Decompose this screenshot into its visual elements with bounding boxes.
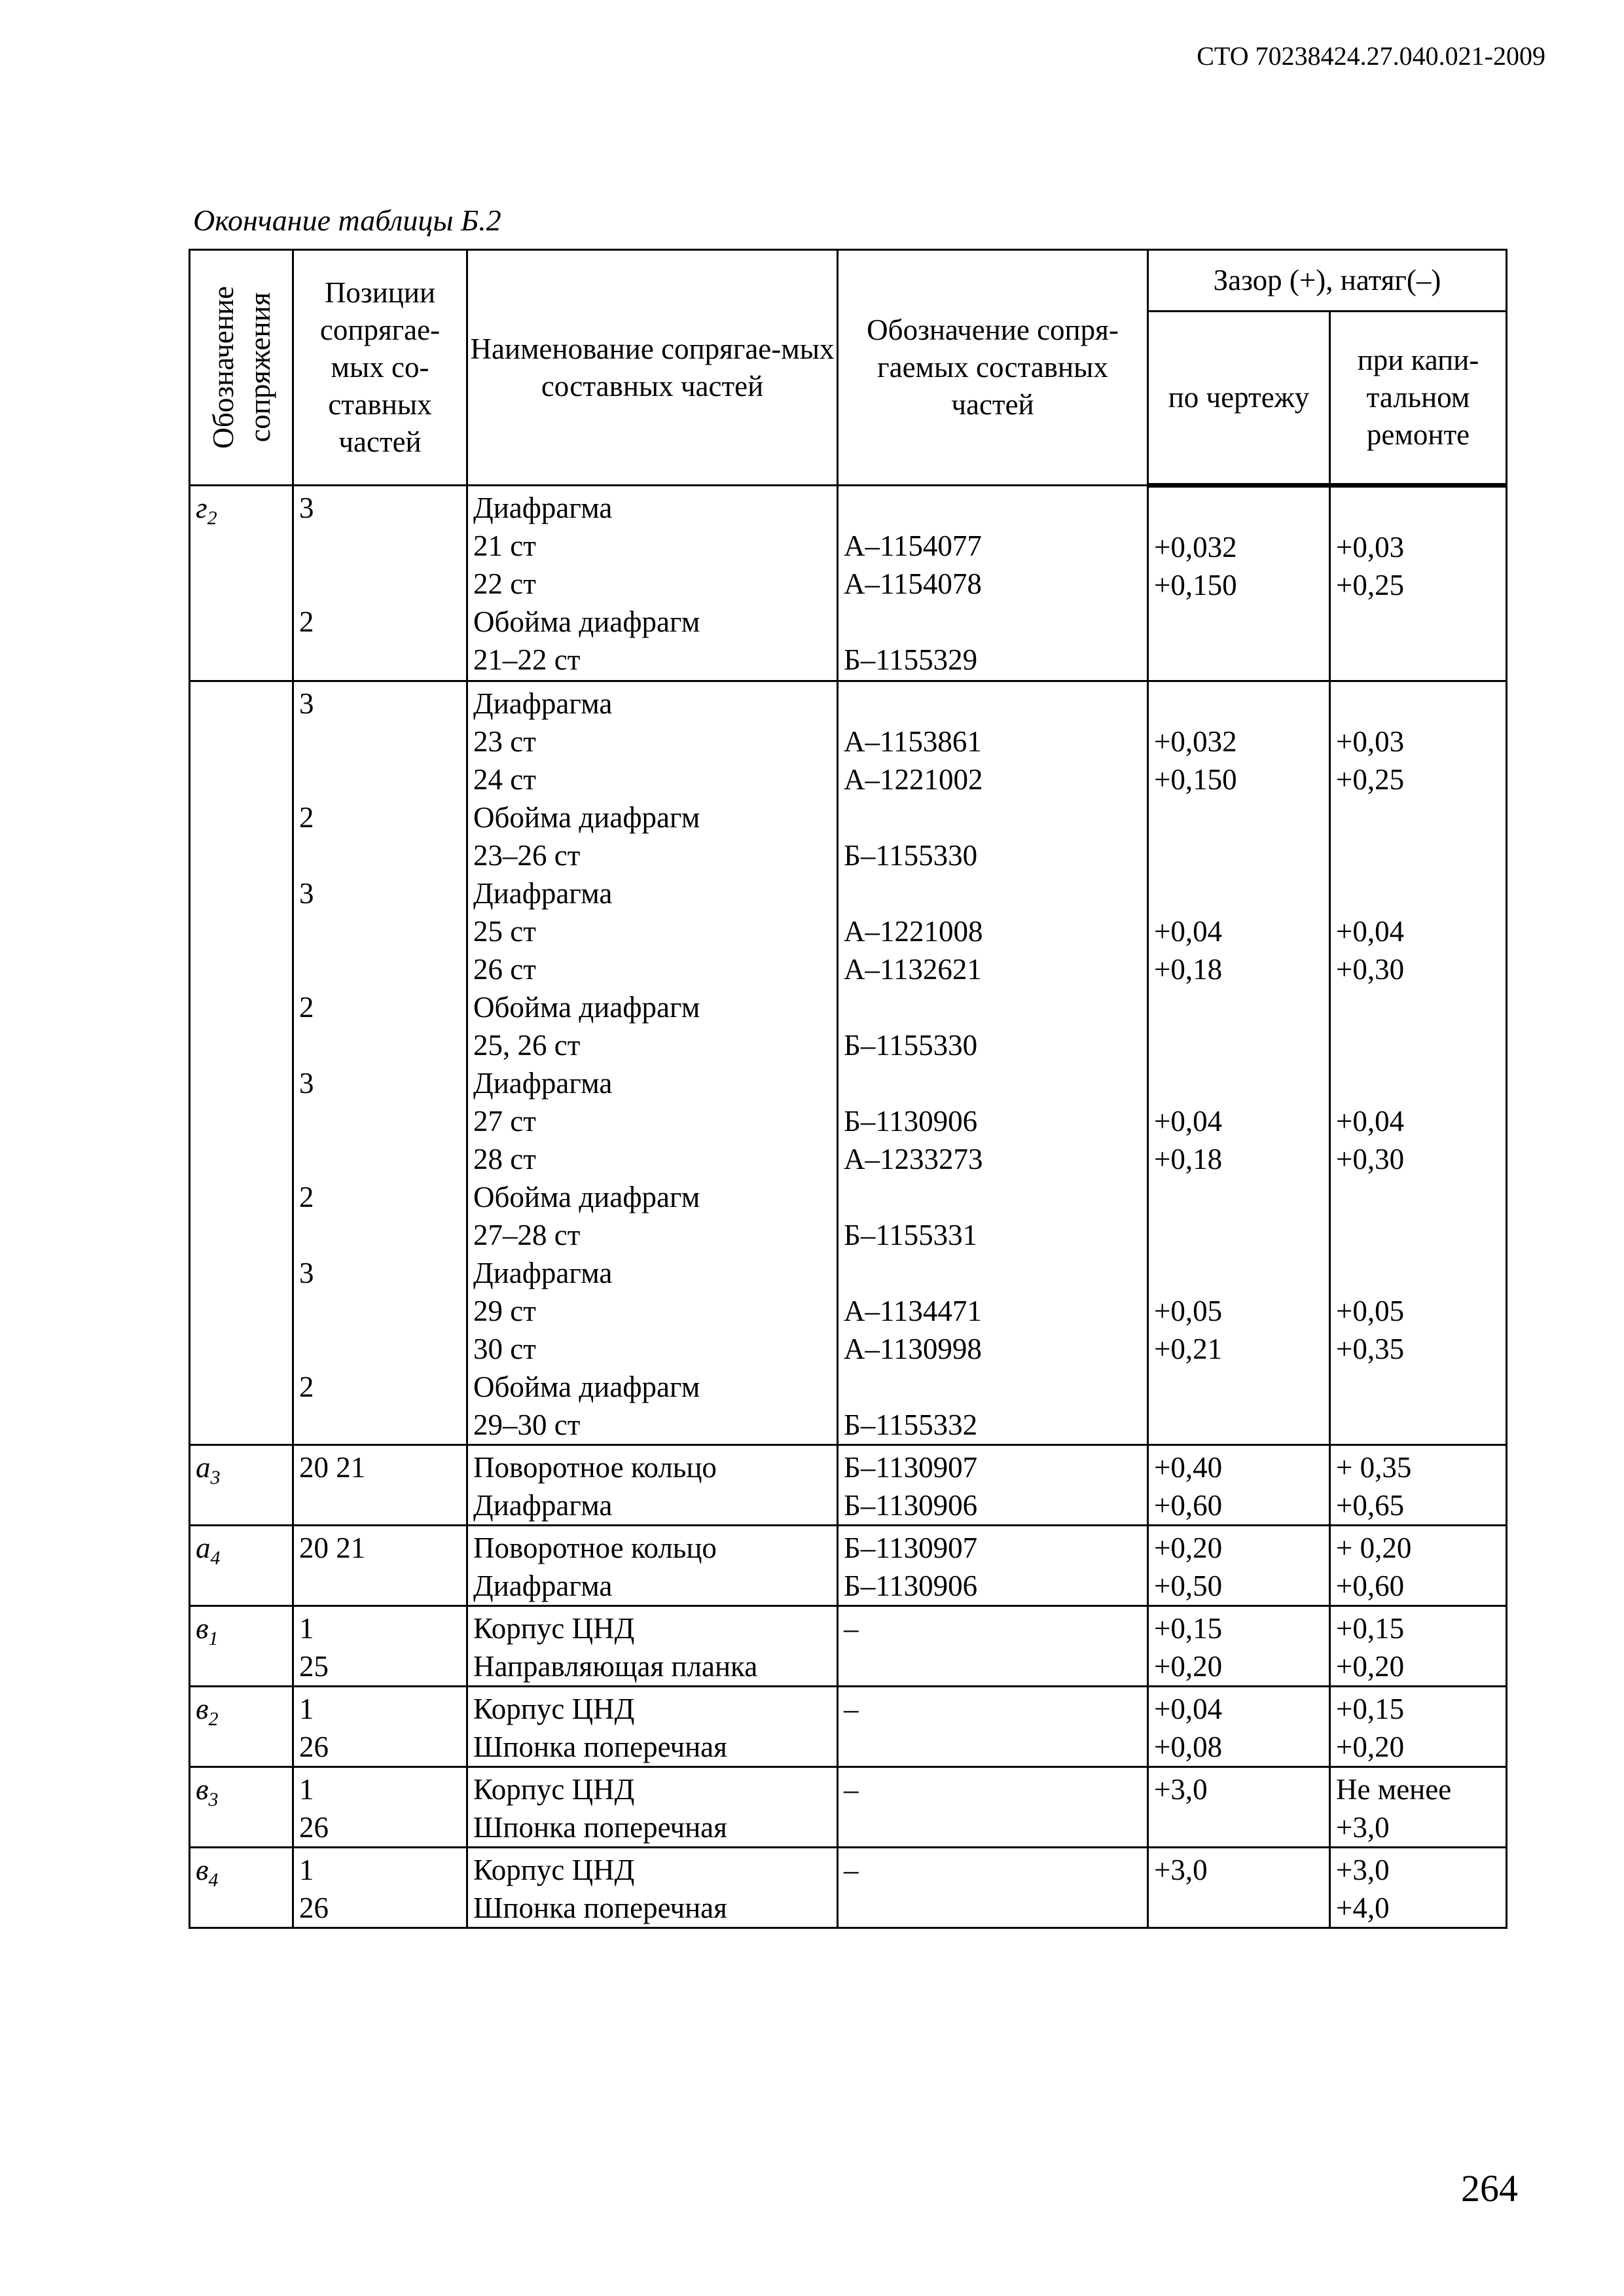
cell-positions-line: 2	[299, 1181, 314, 1213]
cell-name	[467, 486, 838, 681]
cell-designation-line: –	[844, 1773, 859, 1806]
cell-positions	[293, 681, 467, 1445]
header-at-overhaul: при капи-тальном ремонте	[1330, 312, 1507, 486]
header-designation: Обозначение сопря-гаемых составных частей	[838, 250, 1148, 486]
cell-positions-line: 26	[299, 1731, 329, 1763]
cell-designation-line: Б–1130907	[844, 1532, 978, 1564]
cell-positions-line: 2	[299, 801, 314, 834]
cell-by-drawing-line	[1154, 798, 1325, 836]
cell-designation-line: А–1154078	[844, 567, 982, 600]
code-subscript: 1	[208, 1628, 219, 1649]
cell-by-drawing-line: +0,18	[1154, 953, 1223, 986]
cell-at-overhaul	[1330, 1848, 1507, 1928]
cell-designation	[838, 1848, 1148, 1928]
cell-designation-line	[844, 988, 1143, 1026]
cell-positions-line: 26	[299, 1892, 329, 1924]
table-row	[190, 1526, 1507, 1606]
cell-positions-line: 3	[299, 1067, 314, 1100]
cell-by-drawing-line	[1154, 1406, 1325, 1444]
cell-positions-line: 20 21	[299, 1451, 366, 1484]
cell-by-drawing-line	[1154, 490, 1325, 528]
cell-name	[467, 1526, 838, 1606]
cell-by-drawing-line	[1154, 1368, 1325, 1406]
cell-at-overhaul-line: +0,15	[1336, 1612, 1405, 1645]
cell-name-line: Поворотное кольцо	[473, 1451, 717, 1484]
cell-positions-line	[299, 565, 462, 603]
cell-positions-line	[299, 1330, 462, 1368]
cell-by-drawing	[1148, 681, 1330, 1445]
cell-positions-line	[299, 1140, 462, 1178]
cell-positions	[293, 1767, 467, 1848]
spec-table	[189, 249, 1507, 1929]
cell-name-line: Обойма диафрагм	[473, 801, 700, 834]
cell-name-line: Обойма диафрагм	[473, 1181, 700, 1213]
cell-at-overhaul-line: +0,25	[1336, 763, 1405, 796]
cell-designation-line: –	[844, 1854, 859, 1886]
cell-by-drawing-line	[1154, 1808, 1325, 1846]
cell-by-drawing	[1148, 486, 1330, 681]
cell-positions-line	[299, 1102, 462, 1140]
cell-designation-line: Б–1155332	[844, 1408, 978, 1441]
cell-positions-line	[299, 950, 462, 988]
cell-designation-line: Б–1130907	[844, 1451, 978, 1484]
cell-at-overhaul-line: +0,15	[1336, 1693, 1405, 1725]
cell-at-overhaul-line: +0,03	[1336, 531, 1405, 564]
cell-name-line: Обойма диафрагм	[473, 991, 700, 1024]
cell-positions-line	[299, 761, 462, 798]
cell-by-drawing-line: +0,032	[1154, 531, 1237, 564]
cell-designation	[838, 1445, 1148, 1526]
cell-at-overhaul	[1330, 1445, 1507, 1526]
cell-positions-line	[299, 1026, 462, 1064]
cell-designation-line: Б–1130906	[844, 1489, 978, 1522]
cell-at-overhaul-line	[1336, 1406, 1502, 1444]
header-name: Наименование сопрягае-мых составных частей	[467, 250, 838, 486]
table-row	[190, 1687, 1507, 1767]
cell-by-drawing	[1148, 1687, 1330, 1767]
cell-by-drawing	[1148, 1606, 1330, 1687]
cell-at-overhaul	[1330, 1687, 1507, 1767]
cell-by-drawing-line	[1154, 988, 1325, 1026]
cell-name-line: 25, 26 ст	[473, 1029, 581, 1062]
cell-designation-line: –	[844, 1612, 859, 1645]
cell-by-drawing	[1148, 1445, 1330, 1526]
cell-name-line: Обойма диафрагм	[473, 605, 700, 638]
cell-at-overhaul	[1330, 1606, 1507, 1687]
code-subscript: 4	[208, 1869, 219, 1891]
cell-name	[467, 1687, 838, 1767]
cell-by-drawing	[1148, 1526, 1330, 1606]
cell-positions-line: 3	[299, 492, 314, 524]
cell-at-overhaul-line: +4,0	[1336, 1892, 1390, 1924]
table-row	[190, 1606, 1507, 1687]
cell-at-overhaul-line: +0,25	[1336, 569, 1405, 601]
document-code: СТО 70238424.27.040.021-2009	[1197, 41, 1545, 71]
cell-at-overhaul-line	[1336, 798, 1502, 836]
cell-at-overhaul	[1330, 1526, 1507, 1606]
cell-name-line: 26 ст	[473, 953, 536, 986]
cell-by-drawing-line: +3,0	[1154, 1854, 1208, 1886]
cell-at-overhaul-line	[1336, 1254, 1502, 1292]
cell-positions	[293, 1606, 467, 1687]
cell-name-line: Диафрагма	[473, 877, 613, 910]
cell-by-drawing-line	[1154, 1889, 1325, 1927]
cell-name-line: 27 ст	[473, 1105, 536, 1138]
cell-at-overhaul-line: +0,04	[1336, 915, 1405, 948]
cell-designation	[838, 486, 1148, 681]
cell-by-drawing-line: +0,04	[1154, 1105, 1223, 1138]
cell-name-line: Диафрагма	[473, 1067, 613, 1100]
cell-by-drawing-line	[1154, 642, 1325, 680]
cell-designation-line: А–1132621	[844, 953, 982, 986]
cell-designation-line: А–1130998	[844, 1333, 982, 1365]
cell-at-overhaul-line	[1336, 1216, 1502, 1254]
header-by-drawing: по чертежу	[1148, 312, 1330, 486]
cell-at-overhaul-line: +0,20	[1336, 1650, 1405, 1683]
table-row	[190, 486, 1507, 681]
cell-name-line: Шпонка поперечная	[473, 1892, 727, 1924]
cell-by-drawing-line: +3,0	[1154, 1773, 1208, 1806]
cell-name-line: Шпонка поперечная	[473, 1731, 727, 1763]
cell-designation-line: А–1233273	[844, 1143, 983, 1175]
cell-name-line: Диафрагма	[473, 1570, 613, 1602]
cell-name-line: Диафрагма	[473, 1489, 613, 1522]
cell-at-overhaul-line	[1336, 1178, 1502, 1216]
cell-designation-line: Б–1155329	[844, 643, 978, 676]
cell-at-overhaul-line	[1336, 1064, 1502, 1102]
cell-designation-line	[844, 874, 1143, 912]
code-letter: а	[196, 1451, 211, 1484]
cell-at-overhaul-line	[1336, 685, 1502, 723]
cell-designation-line	[844, 1647, 1143, 1685]
cell-by-drawing-line: +0,15	[1154, 1612, 1223, 1645]
cell-name-line: 25 ст	[473, 915, 536, 948]
cell-positions-line	[299, 723, 462, 761]
cell-name-line: Корпус ЦНД	[473, 1854, 635, 1886]
cell-positions-line: 3	[299, 1257, 314, 1289]
cell-designation-line: Б–1155331	[844, 1219, 978, 1251]
cell-at-overhaul-line: +0,04	[1336, 1105, 1405, 1138]
cell-designation-line: А–1154077	[844, 529, 982, 562]
cell-designation-line: Б–1130906	[844, 1570, 978, 1602]
cell-code	[190, 1848, 293, 1928]
code-letter: г	[196, 492, 208, 524]
cell-positions-line: 1	[299, 1854, 314, 1886]
cell-designation-line: –	[844, 1693, 859, 1725]
cell-at-overhaul-line	[1336, 836, 1502, 874]
header-code	[190, 250, 293, 486]
code-letter: а	[196, 1532, 211, 1564]
cell-positions-line: 26	[299, 1811, 329, 1844]
cell-designation-line	[844, 603, 1143, 641]
table-row	[190, 681, 1507, 1445]
cell-designation	[838, 1526, 1148, 1606]
cell-name-line: 21 ст	[473, 529, 536, 562]
cell-by-drawing-line: +0,04	[1154, 915, 1223, 948]
cell-code	[190, 1445, 293, 1526]
cell-by-drawing-line: +0,40	[1154, 1451, 1223, 1484]
cell-by-drawing-line: +0,18	[1154, 1143, 1223, 1175]
cell-name-line: Направляющая планка	[473, 1650, 758, 1683]
cell-positions	[293, 1687, 467, 1767]
cell-designation-line: А–1221008	[844, 915, 983, 948]
cell-positions-line	[299, 836, 462, 874]
table-row	[190, 1767, 1507, 1848]
cell-by-drawing-line	[1154, 1216, 1325, 1254]
cell-name-line: Диафрагма	[473, 492, 613, 524]
cell-designation-line	[844, 1368, 1143, 1406]
cell-positions-line: 1	[299, 1773, 314, 1806]
cell-by-drawing-line: +0,60	[1154, 1489, 1223, 1522]
cell-at-overhaul-line: +0,30	[1336, 1143, 1405, 1175]
cell-at-overhaul-line: +0,20	[1336, 1731, 1405, 1763]
cell-at-overhaul-line	[1336, 1026, 1502, 1064]
cell-name-line: Диафрагма	[473, 1257, 613, 1289]
cell-at-overhaul	[1330, 1767, 1507, 1848]
cell-positions	[293, 486, 467, 681]
code-subscript: 3	[208, 1789, 219, 1810]
cell-by-drawing-line: +0,150	[1154, 569, 1237, 601]
cell-by-drawing-line	[1154, 836, 1325, 874]
code-letter: в	[196, 1854, 209, 1886]
cell-at-overhaul-line: + 0,20	[1336, 1532, 1412, 1564]
cell-designation-line	[844, 1254, 1143, 1292]
cell-designation-line: Б–1155330	[844, 1029, 978, 1062]
cell-at-overhaul	[1330, 681, 1507, 1445]
cell-positions-line: 1	[299, 1693, 314, 1725]
cell-positions-line: 2	[299, 1371, 314, 1403]
header-code-line-2: сопряжения	[243, 292, 276, 443]
cell-positions-line: 2	[299, 991, 314, 1024]
table-caption: Окончание таблицы Б.2	[193, 204, 501, 237]
code-letter: в	[196, 1773, 209, 1806]
cell-name-line: 21–22 ст	[473, 643, 581, 676]
cell-code	[190, 486, 293, 681]
cell-positions-line: 1	[299, 1612, 314, 1645]
cell-designation-line: А–1134471	[844, 1295, 982, 1327]
cell-positions-line	[299, 1567, 462, 1605]
code-letter: в	[196, 1693, 209, 1725]
cell-name-line: Корпус ЦНД	[473, 1693, 635, 1725]
cell-designation-line	[844, 798, 1143, 836]
cell-by-drawing-line	[1154, 685, 1325, 723]
cell-by-drawing-line	[1154, 1064, 1325, 1102]
cell-at-overhaul-line: +3,0	[1336, 1854, 1390, 1886]
cell-designation-line: Б–1155330	[844, 839, 978, 872]
cell-name-line: 24 ст	[473, 763, 536, 796]
cell-positions	[293, 1526, 467, 1606]
cell-name-line: Поворотное кольцо	[473, 1532, 717, 1564]
cell-positions-line: 2	[299, 605, 314, 638]
cell-designation	[838, 1687, 1148, 1767]
code-subscript: 2	[207, 507, 217, 529]
cell-code	[190, 1606, 293, 1687]
cell-at-overhaul-line: +0,65	[1336, 1489, 1405, 1522]
code-subscript: 4	[210, 1547, 221, 1569]
cell-name-line: 27–28 ст	[473, 1219, 581, 1251]
cell-by-drawing-line: +0,150	[1154, 763, 1237, 796]
cell-at-overhaul	[1330, 486, 1507, 681]
cell-at-overhaul-line	[1336, 1368, 1502, 1406]
cell-at-overhaul-line: +0,35	[1336, 1333, 1405, 1365]
cell-code	[190, 1526, 293, 1606]
table-row	[190, 1445, 1507, 1526]
cell-name	[467, 1445, 838, 1526]
cell-at-overhaul-line: +0,60	[1336, 1570, 1405, 1602]
cell-name-line: Корпус ЦНД	[473, 1773, 635, 1806]
code-subscript: 2	[208, 1708, 219, 1730]
cell-at-overhaul-line	[1336, 874, 1502, 912]
header-gap-group: Зазор (+), натяг(–)	[1148, 250, 1507, 312]
cell-positions-line	[299, 641, 462, 679]
cell-at-overhaul-line: +0,05	[1336, 1295, 1405, 1327]
cell-positions-line: 20 21	[299, 1532, 366, 1564]
cell-name-line: Корпус ЦНД	[473, 1612, 635, 1645]
cell-designation	[838, 1606, 1148, 1687]
cell-by-drawing	[1148, 1767, 1330, 1848]
cell-by-drawing-line: +0,50	[1154, 1570, 1223, 1602]
table-row	[190, 1848, 1507, 1928]
cell-by-drawing-line	[1154, 604, 1325, 642]
cell-name-line: Диафрагма	[473, 687, 613, 720]
cell-designation-line	[844, 1808, 1143, 1846]
cell-name-line: 29 ст	[473, 1295, 536, 1327]
cell-name-line: 22 ст	[473, 567, 536, 600]
cell-by-drawing-line	[1154, 1178, 1325, 1216]
cell-code	[190, 1687, 293, 1767]
cell-by-drawing-line	[1154, 1026, 1325, 1064]
cell-designation-line	[844, 1064, 1143, 1102]
cell-code	[190, 681, 293, 1445]
cell-designation-line: А–1221002	[844, 763, 983, 796]
cell-name	[467, 1767, 838, 1848]
header-positions: Позиции сопрягае-мых со-ставных частей	[293, 250, 467, 486]
cell-designation-line	[844, 1178, 1143, 1216]
cell-positions	[293, 1848, 467, 1928]
cell-by-drawing-line: +0,20	[1154, 1532, 1223, 1564]
cell-code	[190, 1767, 293, 1848]
cell-positions-line: 3	[299, 687, 314, 720]
cell-by-drawing-line: +0,08	[1154, 1731, 1223, 1763]
cell-by-drawing-line	[1154, 1254, 1325, 1292]
cell-positions-line: 3	[299, 877, 314, 910]
cell-positions-line	[299, 1292, 462, 1330]
cell-at-overhaul-line	[1336, 604, 1502, 642]
cell-designation	[838, 681, 1148, 1445]
cell-designation-line	[844, 1728, 1143, 1766]
cell-at-overhaul-line: +0,03	[1336, 725, 1405, 758]
code-subscript: 3	[210, 1467, 221, 1488]
cell-positions-line	[299, 1486, 462, 1524]
cell-at-overhaul-line: +3,0	[1336, 1811, 1390, 1844]
cell-by-drawing-line: +0,04	[1154, 1693, 1223, 1725]
page-number: 264	[1461, 2167, 1518, 2210]
cell-designation-line	[844, 685, 1143, 723]
cell-by-drawing-line: +0,05	[1154, 1295, 1223, 1327]
cell-designation	[838, 1767, 1148, 1848]
cell-at-overhaul-line: Не менее	[1336, 1773, 1452, 1806]
code-letter: в	[196, 1612, 209, 1645]
cell-positions-line	[299, 912, 462, 950]
cell-at-overhaul-line: + 0,35	[1336, 1451, 1412, 1484]
cell-positions-line: 25	[299, 1650, 329, 1683]
cell-name-line: Обойма диафрагм	[473, 1371, 700, 1403]
cell-by-drawing-line	[1154, 874, 1325, 912]
cell-at-overhaul-line: +0,30	[1336, 953, 1405, 986]
cell-designation-line: А–1153861	[844, 725, 982, 758]
cell-name	[467, 1606, 838, 1687]
cell-name	[467, 681, 838, 1445]
cell-by-drawing-line: +0,032	[1154, 725, 1237, 758]
header-code-line-1: Обозначение	[206, 286, 240, 449]
cell-at-overhaul-line	[1336, 642, 1502, 680]
cell-positions-line	[299, 527, 462, 565]
cell-name-line: 28 ст	[473, 1143, 536, 1175]
cell-positions-line	[299, 1406, 462, 1444]
cell-name-line: 23 ст	[473, 725, 536, 758]
cell-name-line: 23–26 ст	[473, 839, 581, 872]
cell-name-line: 29–30 ст	[473, 1408, 581, 1441]
cell-by-drawing-line: +0,20	[1154, 1650, 1223, 1683]
cell-positions	[293, 1445, 467, 1526]
cell-name	[467, 1848, 838, 1928]
cell-at-overhaul-line	[1336, 490, 1502, 528]
cell-by-drawing-line: +0,21	[1154, 1333, 1223, 1365]
cell-designation-line	[844, 1889, 1143, 1927]
cell-at-overhaul-line	[1336, 988, 1502, 1026]
cell-designation-line: Б–1130906	[844, 1105, 978, 1138]
cell-designation-line	[844, 489, 1143, 527]
cell-by-drawing	[1148, 1848, 1330, 1928]
cell-name-line: 30 ст	[473, 1333, 536, 1365]
cell-name-line: Шпонка поперечная	[473, 1811, 727, 1844]
cell-positions-line	[299, 1216, 462, 1254]
